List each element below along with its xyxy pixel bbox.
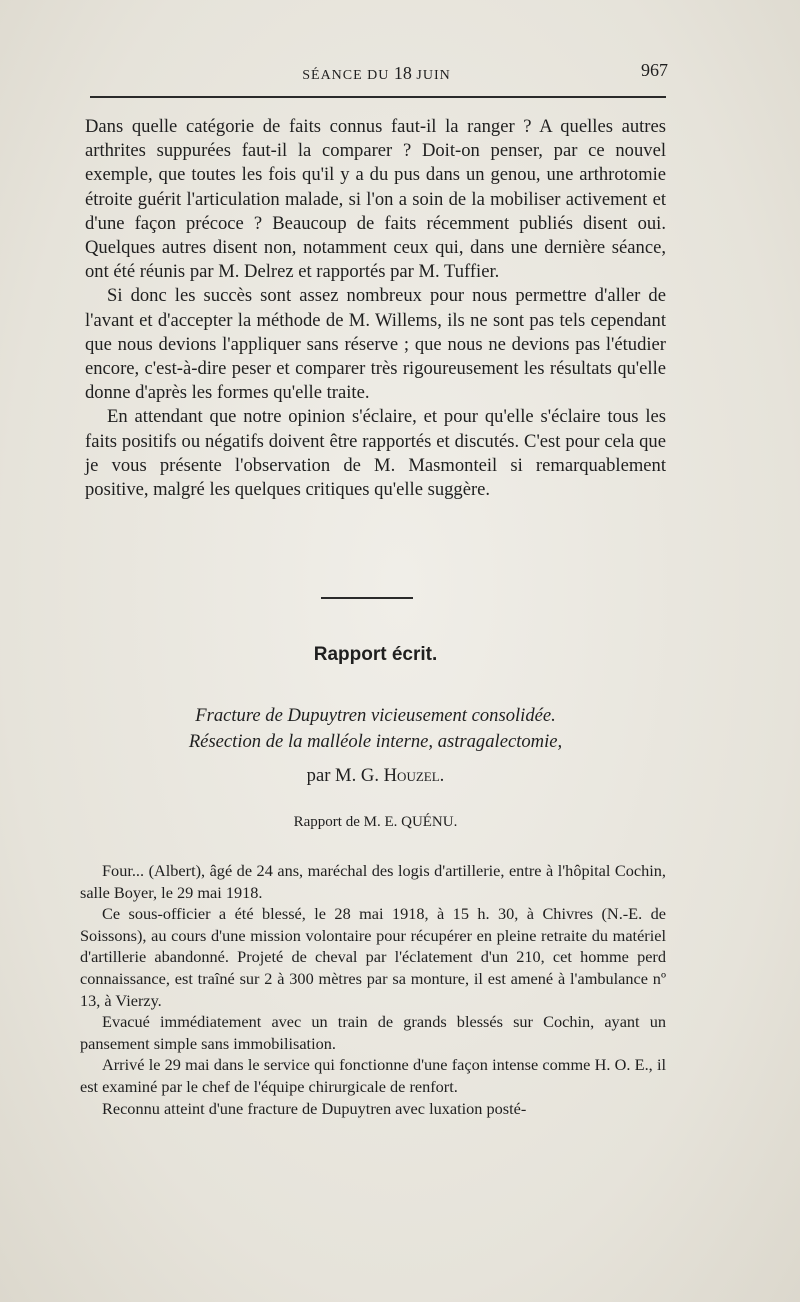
header-rule: [90, 96, 666, 98]
paragraph: En attendant que notre opinion s'éclaire, et pour qu'elle s'éclaire tous les faits positifs ou négatifs doivent être rapportés et discutés. C'est pour cela que je vous présente l'observation de M. Masmonteil si remarquablement positive, malgré les quelques critiques qu'elle suggère.: [85, 406, 666, 501]
paragraph: Four... (Albert), âgé de 24 ans, maréchal des logis d'artillerie, entre à l'hôpital Cochin, salle Boyer, le 29 mai 1918.: [80, 861, 666, 902]
article-title-line: Résection de la malléole interne, astragalectomie,: [188, 731, 563, 752]
paragraph: Ce sous-officier a été blessé, le 28 mai 1918, à 15 h. 30, à Chivres (N.-E. de Soissons), au cours d'une mission volontaire pour récupérer en pleine retraite du matériel d'artillerie abandonné. Projeté de cheval par l'éclatement d'un 210, cet homme perd connaissance, est traîné sur 2 à 300 mètres par sa monture, il est amené à l'ambulance nº 13, à Vierzy.: [80, 904, 666, 1010]
running-title-day: 18: [393, 63, 412, 83]
author-name: Houzel.: [383, 765, 445, 786]
page-number: 967: [641, 60, 668, 80]
author-line: [85, 765, 666, 787]
section-title: Rapport écrit.: [313, 644, 438, 665]
paragraph: Reconnu atteint d'une fracture de Dupuytren avec luxation posté-: [102, 1098, 527, 1118]
running-header: [85, 60, 668, 84]
paragraph: Evacué immédiatement avec un train de grands blessés sur Cochin, ayant un pansement simple sans immobilisation.: [80, 1012, 666, 1053]
body-text: [85, 115, 666, 502]
case-text: [80, 860, 666, 1119]
running-title: [85, 63, 668, 84]
author-prefix: par M. G.: [306, 765, 379, 786]
paragraph: Arrivé le 29 mai dans le service qui fonctionne d'une façon intense comme H. O. E., il est examiné par le chef de l'équipe chirurgicale de renfort.: [80, 1055, 666, 1096]
report-by-line: Rapport de M. E. QUÉNU.: [293, 814, 458, 830]
running-title-suffix: JUIN: [416, 68, 451, 83]
paragraph: Si donc les succès sont assez nombreux pour nous permettre d'aller de l'avant et d'accepter la méthode de M. Willems, ils ne sont pas tels cependant que nous devions l'appliquer sans réserve ; que nous ne devions pas l'étudier encore, c'est-à-dire peser et comparer très rigoureusement les résultats qu'elle donne d'après les formes qu'elle traite.: [85, 285, 666, 404]
article-title-line: Fracture de Dupuytren vicieusement consolidée.: [195, 705, 556, 726]
section-divider: [321, 597, 413, 599]
paragraph: Dans quelle catégorie de faits connus faut-il la ranger ? A quelles autres arthrites suppurées faut-il la comparer ? Doit-on penser, par ce nouvel exemple, que toutes les fois qu'il y a du pus dans un genou, une arthrotomie étroite guérit l'articulation malade, si l'on a soin de la mobiliser activement et d'une façon précoce ? Beaucoup de faits récemment publiés disent oui. Quelques autres disent non, notamment ceux qui, dans une dernière séance, ont été réunis par M. Delrez et rapportés par M. Tuffier.: [85, 116, 666, 283]
running-title-prefix: SÉANCE DU: [302, 68, 390, 83]
article-title: [85, 703, 666, 755]
